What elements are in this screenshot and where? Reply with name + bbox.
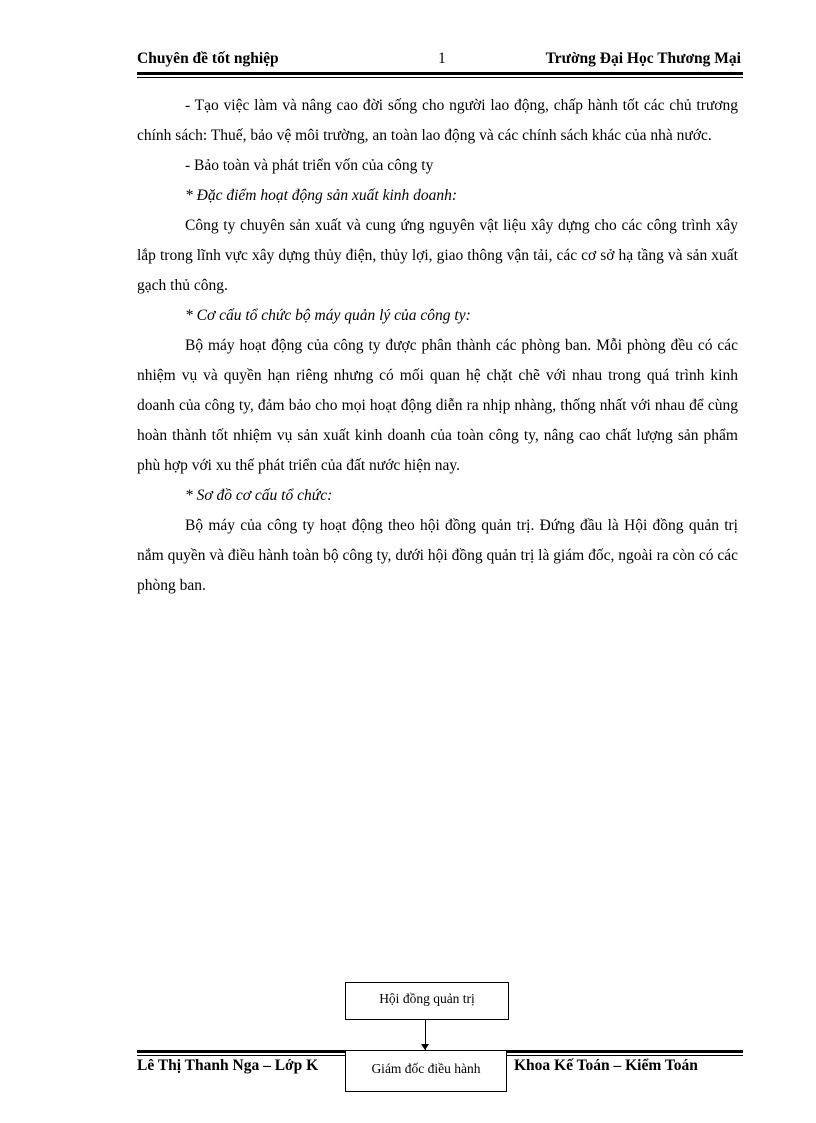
header-document-title: Chuyên đề tốt nghiệp	[137, 50, 279, 67]
paragraph-structure: Bộ máy hoạt động của công ty được phân thành các phòng ban. Mỗi phòng đều có các nhiệm vụ và quyền hạn riêng nhưng có mối quan hệ chặt chẽ với nhau trong quá trình kinh doanh của công ty, đảm bảo cho mọi hoạt động diễn ra nhịp nhàng, thống nhất với nhau để cùng hoàn thành tốt nhiệm vụ sản xuất kinh doanh của toàn công ty, nâng cao chất lượng sản phẩm phù hợp với xu thế phát triển của đất nước hiện nay.	[137, 337, 738, 474]
footer-author: Lê Thị Thanh Nga – Lớp K	[137, 1057, 319, 1074]
document-body	[137, 91, 738, 601]
heading-org-chart: * Sơ đồ cơ cấu tổ chức:	[185, 487, 333, 504]
heading-management-structure: * Cơ cấu tổ chức bộ máy quản lý của công ty:	[185, 307, 471, 324]
org-chart-board-box: Hội đồng quản trị	[345, 982, 509, 1020]
paragraph-employment: - Tạo việc làm và nâng cao đời sống cho người lao động, chấp hành tốt các chủ trương chính sách: Thuế, bảo vệ môi trường, an toàn lao động và các chính sách khác của nhà nước.	[137, 97, 738, 144]
paragraph-capital: - Bảo toàn và phát triển vốn của công ty	[185, 157, 434, 174]
header-page-number: 1	[438, 50, 446, 67]
page-header	[137, 48, 743, 72]
heading-business-characteristics: * Đặc điểm hoạt động sản xuất kinh doanh:	[185, 187, 458, 204]
paragraph-board: Bộ máy của công ty hoạt động theo hội đồng quản trị. Đứng đầu là Hội đồng quản trị nắm quyền và điều hành toàn bộ công ty, dưới hội đồng quản trị là giám đốc, ngoài ra còn có các phòng ban.	[137, 517, 738, 594]
header-rule-thick	[137, 72, 743, 75]
paragraph-business: Công ty chuyên sản xuất và cung ứng nguyên vật liệu xây dựng cho các công trình xây lắp trong lĩnh vực xây dựng thủy điện, thủy lợi, giao thông vận tải, các cơ sở hạ tầng và sản xuất gạch thủ công.	[137, 217, 738, 294]
footer-department: Khoa Kế Toán – Kiểm Toán	[514, 1057, 698, 1074]
org-chart-director-box: Giám đốc điều hành	[345, 1050, 507, 1092]
header-rule-thin	[137, 77, 743, 78]
header-school-name: Trường Đại Học Thương Mại	[545, 50, 741, 67]
